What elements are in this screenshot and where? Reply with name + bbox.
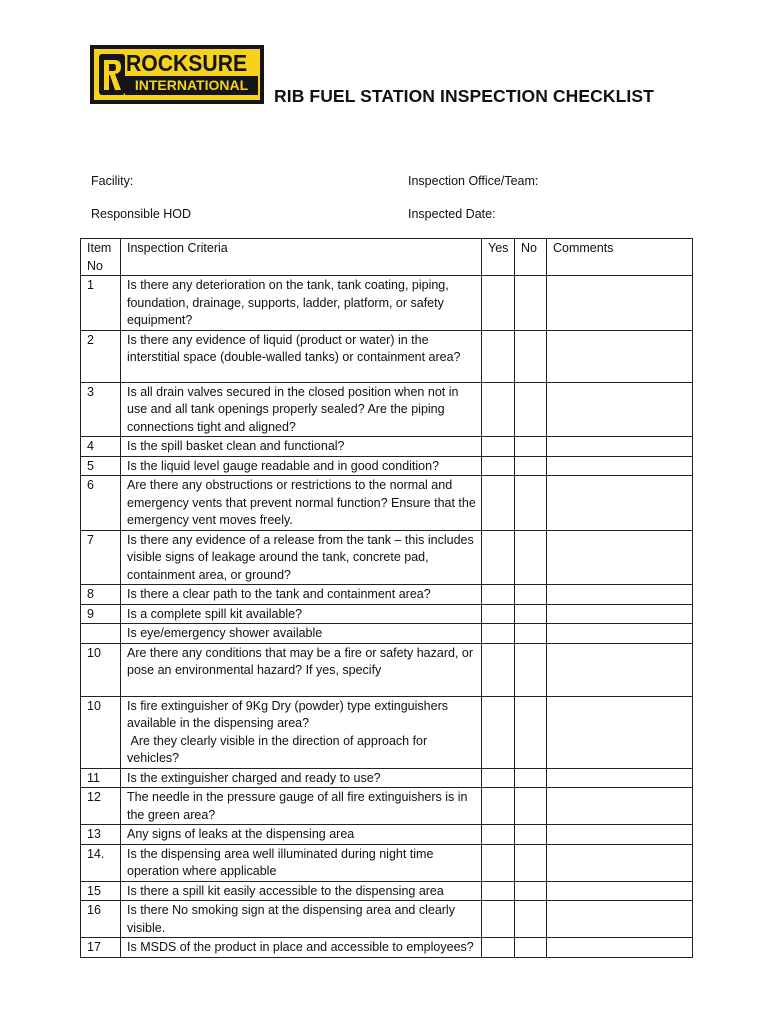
item-no: 15 [81,881,121,901]
comments-cell[interactable] [547,330,693,382]
comments-cell[interactable] [547,768,693,788]
yes-cell[interactable] [482,696,515,768]
yes-cell[interactable] [482,330,515,382]
inspection-criteria-part2: Are they clearly visible in the direction of approach for vehicles? [127,733,431,765]
table-row [81,437,693,457]
yes-cell[interactable] [482,788,515,825]
yes-cell[interactable] [482,643,515,696]
item-no: 11 [81,768,121,788]
inspection-criteria: Is the dispensing area well illuminated during night time operation where applicable [121,844,482,881]
item-no: 7 [81,530,121,585]
no-cell[interactable] [515,788,547,825]
comments-cell[interactable] [547,938,693,958]
no-cell[interactable] [515,456,547,476]
item-no: 6 [81,476,121,531]
yes-cell[interactable] [482,530,515,585]
yes-cell[interactable] [482,768,515,788]
yes-cell[interactable] [482,624,515,644]
comments-cell[interactable] [547,456,693,476]
comments-cell[interactable] [547,788,693,825]
no-cell[interactable] [515,276,547,331]
item-no: 10 [81,696,121,768]
item-no: 8 [81,585,121,605]
no-cell[interactable] [515,585,547,605]
no-cell[interactable] [515,624,547,644]
table-row [81,901,693,938]
yes-cell[interactable] [482,938,515,958]
company-logo [90,45,264,104]
logo-brand-bottom: INTERNATIONAL [125,76,258,95]
logo-badge [94,49,260,100]
yes-cell[interactable] [482,825,515,845]
item-no: 5 [81,456,121,476]
table-row [81,330,693,382]
yes-cell[interactable] [482,844,515,881]
inspection-criteria: Is there a spill kit easily accessible to the dispensing area [121,881,482,901]
item-no: 3 [81,382,121,437]
item-no: 13 [81,825,121,845]
item-no: 10 [81,643,121,696]
header-no: No [515,239,547,276]
inspection-criteria: Is a complete spill kit available? [121,604,482,624]
comments-cell[interactable] [547,901,693,938]
inspection-criteria: Are there any conditions that may be a fire or safety hazard, or pose an environmental hazard? If yes, specify [121,643,482,696]
page-title: RIB FUEL STATION INSPECTION CHECKLIST [274,86,654,106]
item-no: 14. [81,844,121,881]
inspection-criteria: Is there any evidence of liquid (product or water) in the interstitial space (double-walled tanks) or containment area? [121,330,482,382]
comments-cell[interactable] [547,696,693,768]
no-cell[interactable] [515,696,547,768]
table-row [81,881,693,901]
no-cell[interactable] [515,938,547,958]
inspection-criteria: Is all drain valves secured in the closed position when not in use and all tank openings properly sealed? Are the piping connections tight and aligned? [121,382,482,437]
item-no: 9 [81,604,121,624]
comments-cell[interactable] [547,881,693,901]
yes-cell[interactable] [482,382,515,437]
responsible-hod-label: Responsible HOD [91,207,192,221]
inspection-criteria: Is the liquid level gauge readable and in good condition? [121,456,482,476]
comments-cell[interactable] [547,643,693,696]
comments-cell[interactable] [547,825,693,845]
table-row [81,624,693,644]
inspection-criteria: Is there a clear path to the tank and containment area? [121,585,482,605]
item-no: 12 [81,788,121,825]
table-row [81,276,693,331]
no-cell[interactable] [515,604,547,624]
comments-cell[interactable] [547,382,693,437]
yes-cell[interactable] [482,585,515,605]
inspected-date-label: Inspected Date: [408,207,496,221]
table-row [81,604,693,624]
inspection-criteria-part1: Is fire extinguisher of 9Kg Dry (powder) type extinguishers available in the dispensing area? [127,698,448,730]
item-no: 16 [81,901,121,938]
table-row [81,530,693,585]
logo-brand-top: ROCKSURE [126,50,248,76]
header-criteria: Inspection Criteria [121,239,482,276]
header-item-no [81,239,121,276]
header-yes: Yes [482,239,515,276]
comments-cell[interactable] [547,476,693,531]
facility-label: Facility: [91,174,134,188]
no-cell[interactable] [515,881,547,901]
no-cell[interactable] [515,643,547,696]
no-cell[interactable] [515,530,547,585]
table-row [81,825,693,845]
inspection-checklist-table [80,238,693,958]
yes-cell[interactable] [482,604,515,624]
item-no: 2 [81,330,121,382]
comments-cell[interactable] [547,437,693,457]
inspection-criteria [121,696,482,768]
inspection-criteria: Any signs of leaks at the dispensing area [121,825,482,845]
comments-cell[interactable] [547,276,693,331]
inspection-criteria: Is the spill basket clean and functional? [121,437,482,457]
item-no: 4 [81,437,121,457]
table-row [81,456,693,476]
comments-cell[interactable] [547,530,693,585]
inspection-criteria: Is there No smoking sign at the dispensing area and clearly visible. [121,901,482,938]
comments-cell[interactable] [547,844,693,881]
table-row [81,476,693,531]
inspection-criteria: Is MSDS of the product in place and accessible to employees? [121,938,482,958]
table-row [81,696,693,768]
item-no [81,624,121,644]
no-cell[interactable] [515,382,547,437]
table-header-row [81,239,693,276]
logo-r-mark-icon [99,54,125,95]
no-cell[interactable] [515,901,547,938]
yes-cell[interactable] [482,456,515,476]
item-no: 1 [81,276,121,331]
inspection-criteria: Are there any obstructions or restrictions to the normal and emergency vents that prevent normal function? Ensure that the emergency vent moves freely. [121,476,482,531]
table-row [81,643,693,696]
comments-cell[interactable] [547,585,693,605]
yes-cell[interactable] [482,881,515,901]
table-row [81,844,693,881]
no-cell[interactable] [515,476,547,531]
yes-cell[interactable] [482,276,515,331]
yes-cell[interactable] [482,476,515,531]
header-comments: Comments [547,239,693,276]
comments-cell[interactable] [547,604,693,624]
inspection-criteria: Is there any evidence of a release from the tank – this includes visible signs of leakage around the tank, concrete pad, containment area, or ground? [121,530,482,585]
table-row [81,585,693,605]
no-cell[interactable] [515,768,547,788]
yes-cell[interactable] [482,437,515,457]
inspection-criteria: Is eye/emergency shower available [121,624,482,644]
table-row [81,788,693,825]
yes-cell[interactable] [482,901,515,938]
table-row [81,768,693,788]
table-row [81,938,693,958]
comments-cell[interactable] [547,624,693,644]
inspection-office-label: Inspection Office/Team: [408,174,539,188]
header-item-line2: No [87,258,103,273]
inspection-criteria: Is there any deterioration on the tank, tank coating, piping, foundation, drainage, supports, ladder, platform, or safety equipment? [121,276,482,331]
header-item-line1: Item [87,241,112,255]
no-cell[interactable] [515,437,547,457]
inspection-criteria: The needle in the pressure gauge of all fire extinguishers is in the green area? [121,788,482,825]
table-row [81,382,693,437]
item-no: 17 [81,938,121,958]
no-cell[interactable] [515,844,547,881]
no-cell[interactable] [515,825,547,845]
inspection-criteria: Is the extinguisher charged and ready to use? [121,768,482,788]
no-cell[interactable] [515,330,547,382]
